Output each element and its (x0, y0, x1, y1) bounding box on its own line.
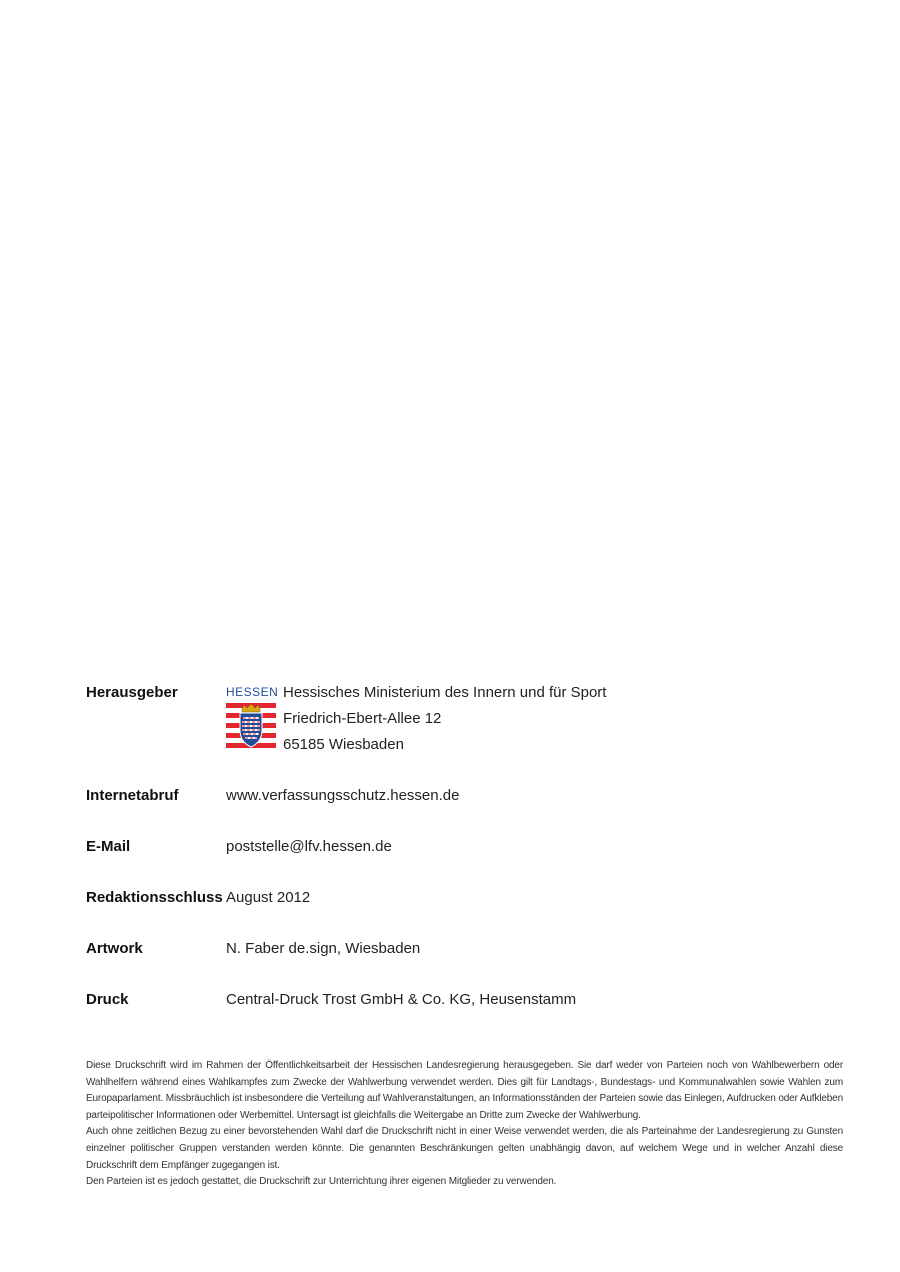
publisher-address (283, 680, 606, 758)
hessen-coat-of-arms-icon (226, 702, 276, 752)
artwork-row (86, 936, 846, 962)
hessen-logo (226, 680, 279, 752)
publisher-row (86, 680, 846, 758)
email-row (86, 834, 846, 860)
publisher-city: 65185 Wiesbaden (283, 736, 404, 753)
imprint-block (86, 680, 846, 1013)
artwork-value: N. Faber de.sign, Wiesbaden (226, 940, 421, 957)
disclaimer-paragraph: Diese Druckschrift wird im Rahmen der Öffentlichkeitsarbeit der Hessischen Landesregierung herausgegeben. Sie darf weder von Parteien noch von Wahlbewerbern oder Wahlhelfern während eines Wahlkampfes zum Zwecke der Wahlwerbung verwendet werden. Dies gilt für Landtags-, Bundestags- und Kommunalwahlen sowie Wahlen zum Europaparlament. Missbräuchlich ist insbesondere die Verteilung auf Wahlveranstaltungen, an Informationsständen der Parteien sowie das Einlegen, Aufdrucken oder Aufkleben parteipolitischer Informationen oder Werbemittel. Untersagt ist gleichfalls die Weitergabe an Dritte zum Zwecke der Wahlwerbung. (86, 1060, 843, 1121)
legal-disclaimer (86, 1058, 843, 1191)
email-label: E-Mail (86, 838, 131, 855)
print-label: Druck (86, 991, 129, 1008)
disclaimer-paragraph: Auch ohne zeitlichen Bezug zu einer bevorstehenden Wahl darf die Druckschrift nicht in einer Weise verwendet werden, die als Parteinahme der Landesregierung zu Gunsten einzelner politischer Gruppen verstanden werden könnte. Die genannten Beschränkungen gelten unabhängig davon, auf welchem Wege und in welcher Anzahl diese Druckschrift dem Empfänger zugegangen ist. (86, 1126, 843, 1171)
deadline-row (86, 885, 846, 911)
web-link[interactable]: www.verfassungsschutz.hessen.de (226, 787, 460, 804)
disclaimer-paragraph: Den Parteien ist es jedoch gestattet, die Druckschrift zur Unterrichtung ihrer eigenen Mitglieder zu verwenden. (86, 1176, 557, 1188)
email-link[interactable]: poststelle@lfv.hessen.de (226, 838, 392, 855)
publisher-info (226, 680, 606, 758)
artwork-label: Artwork (86, 940, 143, 957)
print-row (86, 987, 846, 1013)
publisher-name: Hessisches Ministerium des Innern und für Sport (283, 684, 607, 701)
web-label: Internetabruf (86, 787, 179, 804)
hessen-logo-word: HESSEN (226, 685, 279, 699)
web-row (86, 783, 846, 809)
print-value: Central-Druck Trost GmbH & Co. KG, Heusenstamm (226, 991, 577, 1008)
publisher-label: Herausgeber (86, 684, 178, 701)
publisher-street: Friedrich-Ebert-Allee 12 (283, 710, 442, 727)
deadline-label: Redaktionsschluss (86, 889, 223, 906)
deadline-value: August 2012 (226, 889, 311, 906)
